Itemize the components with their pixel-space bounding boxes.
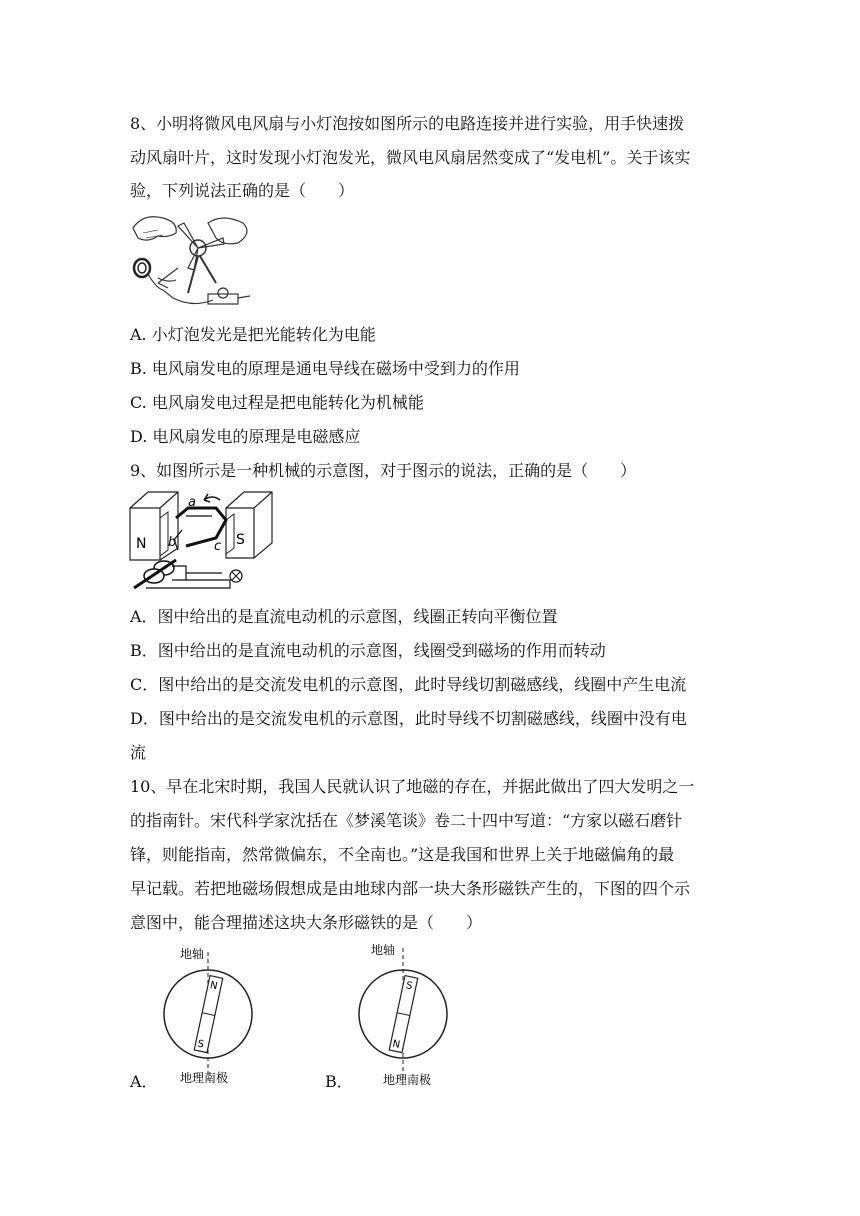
q9-line-1: 9、如图所示是一种机械的示意图，对于图示的说法，正确的是（ ） <box>130 461 637 480</box>
coil-label-a: a <box>188 495 196 510</box>
earth-axis-label-a: 地轴 <box>180 947 205 961</box>
magnet-bottom-pole-b: N <box>391 1038 402 1051</box>
magnet-top-pole-b: S <box>404 980 414 993</box>
figure-b-option-label: B． <box>325 1072 353 1091</box>
q9-option-b: B．图中给出的是直流电动机的示意图，线圈受到磁场的作用而转动 <box>130 641 606 660</box>
q8-line-1: 8、小明将微风电风扇与小灯泡按如图所示的电路连接并进行实验，用手快速拨 <box>130 114 685 133</box>
q8-option-b: B. 电风扇发电的原理是通电导线在磁场中受到力的作用 <box>130 359 520 378</box>
north-pole-label: N <box>136 536 147 552</box>
fan-circuit-figure <box>128 208 258 313</box>
figure-a-option-label: A． <box>130 1072 158 1091</box>
q10-line-1: 10、早在北宋时期，我国人民就认识了地磁的存在，并据此做出了四大发明之一 <box>130 777 695 796</box>
q10-line-5: 意图中，能合理描述这块大条形磁铁的是（ ） <box>130 913 483 932</box>
earth-axis-label-b: 地轴 <box>371 943 396 957</box>
q9-option-d: D．图中给出的是交流发电机的示意图，此时导线不切割磁感线，线圈中没有电 <box>130 709 687 728</box>
q10-line-2: 的指南针。宋代科学家沈括在《梦溪笔谈》卷二十四中写道：“方家以磁石磨针 <box>130 811 683 830</box>
coil-label-c: c <box>214 539 222 554</box>
q8-line-2: 动风扇叶片，这时发现小灯泡发光，微风电风扇居然变成了“发电机”。关于该实 <box>130 148 691 167</box>
q8-option-d: D. 电风扇发电的原理是电磁感应 <box>130 427 361 446</box>
magnet-bottom-pole-a: S <box>196 1038 205 1051</box>
south-pole-label-a: 地理南极 <box>180 1071 229 1085</box>
q8-option-c: C. 电风扇发电过程是把电能转化为机械能 <box>130 393 424 412</box>
south-pole-label-b: 地理南极 <box>383 1073 432 1087</box>
motor-diagram-figure <box>126 488 276 593</box>
q8-line-3: 验，下列说法正确的是（ ） <box>130 181 355 200</box>
q10-line-4: 早记载。若把地磁场假想成是由地球内部一块大条形磁铁产生的，下图的四个示 <box>130 879 691 898</box>
q9-option-d-continued: 流 <box>130 743 147 762</box>
earth-magnet-figure-a <box>160 942 260 1092</box>
q8-option-a: A. 小灯泡发光是把光能转化为电能 <box>130 325 376 344</box>
q9-option-c: C．图中给出的是交流发电机的示意图，此时导线切割磁感线，线圈中产生电流 <box>130 675 687 694</box>
magnet-top-pole-a: N <box>208 979 219 993</box>
earth-magnet-figure-b <box>355 938 455 1090</box>
coil-label-b: b <box>168 535 177 550</box>
q10-line-3: 锋，则能指南，然常微偏东，不全南也。”这是我国和世界上关于地磁偏角的最 <box>130 845 675 864</box>
q9-option-a: A．图中给出的是直流电动机的示意图，线圈正转向平衡位置 <box>130 607 558 626</box>
south-pole-label: S <box>236 532 245 548</box>
